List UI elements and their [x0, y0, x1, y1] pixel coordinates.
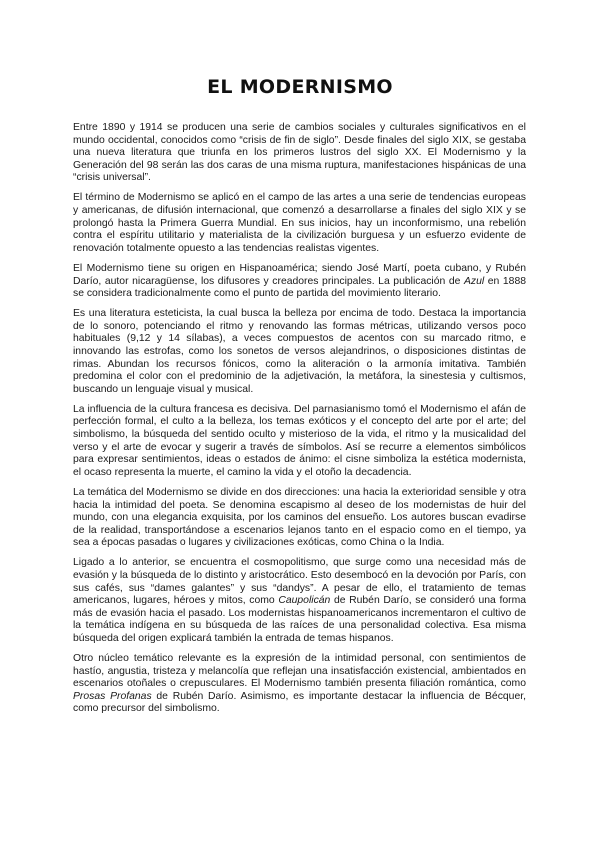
paragraph: [73, 487, 526, 550]
paragraph-text: Otro núcleo temático relevante es la expresión de la intimidad personal, con sentimientos de hastío, angustia, tristeza y melancolía que reflejan una insatisfacción existencial, ambientados en escenarios otoñales o crepusculares. El Modernismo también presenta filiación romántica, como: [73, 653, 526, 690]
page-title: EL MODERNISMO: [207, 76, 393, 98]
italic-title: Azul: [463, 275, 485, 287]
document-body: [73, 122, 526, 724]
paragraph-text: El término de Modernismo se aplicó en el campo de las artes a una serie de tendencias europeas y americanas, de difusión internacional, que comenzó a desarrollarse a finales del siglo XIX y se prolongó hasta la Primera Guerra Mundial. En sus inicios, hay un inconformismo, una rebelión contra el espíritu utilitario y materialista de la civilización burguesa y un esfuerzo evidente de renovación totalmente opuesto a las tendencias realistas vigentes.: [73, 192, 526, 254]
italic-title: Caupolicán: [278, 595, 331, 607]
paragraph: [73, 308, 526, 396]
paragraph: [73, 404, 526, 480]
paragraph-text: de Rubén Darío. Asimismo, es importante destacar la influencia de Bécquer, como precursor del simbolismo.: [73, 690, 526, 715]
paragraph: [73, 557, 526, 645]
paragraph: [73, 122, 526, 185]
paragraph: [73, 653, 526, 716]
paragraph-text: La temática del Modernismo se divide en dos direcciones: una hacia la exterioridad sensible y otra hacia la intimidad del poeta. Se denomina escapismo al deseo de los modernistas de huir del mundo, con una elegancia exquisita, por los caminos del ensueño. Los autores buscan evadirse de la realidad, transportándose a escenarios lejanos tanto en el espacio como en el tiempo, ya sea a épocas pasadas o lugares y civilizaciones exóticas, como China o la India.: [73, 486, 526, 549]
paragraph-text: Entre 1890 y 1914 se producen una serie de cambios sociales y culturales significativos en el mundo occidental, conocidos como “crisis de fin de siglo”. Desde finales del siglo XIX, se gestaba una nueva literatura que triunfa en los primeros lustros del siglo XX. El Modernismo y la Generación del 98 serán las dos caras de una misma ruptura, manifestaciones hispánicas de una “crisis universal”.: [73, 122, 526, 184]
paragraph-text: Es una literatura esteticista, la cual busca la belleza por encima de todo. Destaca la importancia de lo sonoro, potenciando el ritmo y renovando las formas métricas, utilizando versos poco habituales (9,12 y 14 sílabas), a veces compuestos de acentos con su marcado ritmo, e innovando las estrofas, como los sonetos de versos alejandrinos, o disposiciones distintas de rimas. Abundan los recursos fónicos, como la aliteración o la armonía imitativa. También predomina el color con el predominio de la adjetivación, la metáfora, la sinestesia y cultismos, buscando un lenguaje visual y musical.: [73, 308, 526, 395]
paragraph: [73, 192, 526, 255]
paragraph: [73, 263, 526, 301]
paragraph-text: en 1888 se considera tradicionalmente como el punto de partida del movimiento literario.: [73, 275, 527, 300]
paragraph-text: de Rubén Darío, se consideró una forma más de evasión hacia el pasado. Los modernistas hispanoamericanos incrementaron el cultivo de la temática indígena en su búsqueda de las raíces de una personalidad colectiva. Esa misma búsqueda del origen explicará también la entrada de temas hispanos.: [73, 595, 527, 644]
italic-title: Prosas Profanas: [73, 690, 152, 702]
paragraph-text: La influencia de la cultura francesa es decisiva. Del parnasianismo tomó el Modernismo el afán de perfección formal, el culto a la belleza, los temas exóticos y el concepto del arte por el arte; del simbolismo, la búsqueda del sentido oculto y misterioso de la vida, el ritmo y la musicalidad del verso y el arte de evocar y sugerir a través de símbolos. Así se recurre a elementos simbólicos para expresar sentimientos, ideas o estados de ánimo: el cisne simboliza la estética modernista, el ocaso representa la muerte, el camino la vida y el otoño la decadencia.: [73, 403, 526, 478]
paragraph-text: El Modernismo tiene su origen en Hispanoamérica; siendo José Martí, poeta cubano, y Rubén Darío, autor nicaragüense, los difusores y creadores principales. La publicación de: [73, 262, 526, 287]
paragraph-text: Ligado a lo anterior, se encuentra el cosmopolitismo, que surge como una necesidad más de evasión y la búsqueda de lo distinto y aristocrático. Esto desembocó en la devoción por París, con sus cafés, sus “dames galantes” y sus “dandys”. A pesar de ello, el tratamiento de temas americanos, lugares, héroes y mitos, como: [73, 557, 526, 607]
